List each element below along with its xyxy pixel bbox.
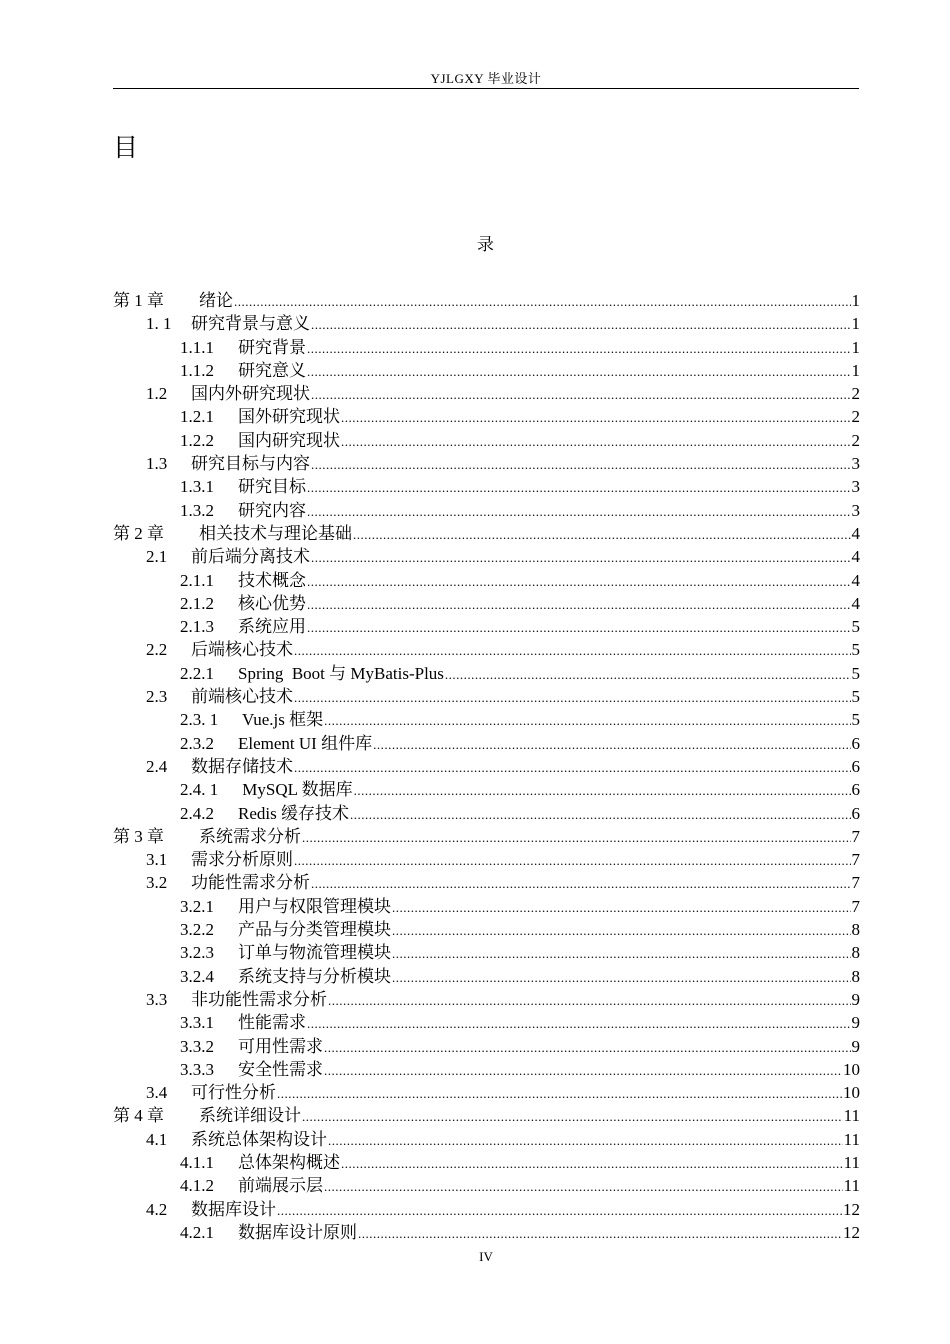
toc-entry-title: 系统详细设计 (199, 1106, 301, 1126)
toc-dot-leader (328, 989, 851, 1012)
toc-entry-label (180, 1011, 306, 1034)
toc-entry-page: 9 (851, 989, 860, 1009)
toc-entry-label (113, 1104, 301, 1127)
toc-entry-title: 前端展示层 (238, 1176, 323, 1196)
toc-dot-leader (307, 360, 851, 383)
toc-title-second-char: 录 (477, 235, 494, 254)
toc-entry-number: 2.4. 1 (180, 780, 219, 800)
toc-entry-page: 11 (843, 1176, 860, 1196)
toc-dot-leader (354, 779, 851, 802)
toc-section-entry[interactable] (113, 545, 860, 568)
toc-dot-leader (324, 1175, 843, 1198)
toc-subsection-entry[interactable] (113, 918, 860, 941)
toc-entry-number: 3.3 (146, 989, 168, 1009)
toc-entry-label (180, 708, 323, 731)
toc-entry-label (180, 1035, 323, 1058)
toc-entry-title: 核心优势 (238, 593, 306, 613)
toc-entry-number: 4.1.2 (180, 1176, 214, 1196)
toc-dot-leader (307, 616, 851, 639)
toc-entry-label (146, 638, 293, 661)
toc-entry-label (180, 1058, 323, 1081)
toc-entry-label (180, 429, 340, 452)
toc-entry-number: 1.1.1 (180, 337, 214, 357)
toc-entry-number: 3.2.4 (180, 966, 214, 986)
toc-dot-leader (353, 523, 851, 546)
toc-entry-number: 1.1.2 (180, 360, 214, 380)
toc-entry-page: 9 (851, 1036, 860, 1056)
toc-entry-title: 系统总体架构设计 (191, 1129, 327, 1149)
toc-entry-number: 3.3.2 (180, 1036, 214, 1056)
toc-entry-page: 8 (851, 920, 860, 940)
toc-entry-page: 7 (851, 896, 860, 916)
toc-dot-leader (302, 1105, 843, 1128)
toc-entry-page: 10 (843, 1083, 860, 1103)
toc-entry-label (180, 1151, 340, 1174)
toc-subsection-entry[interactable] (113, 895, 860, 918)
toc-entry-title: 国外研究现状 (238, 407, 340, 427)
toc-entry-page: 4 (851, 547, 860, 567)
toc-chapter-entry[interactable] (113, 1104, 860, 1127)
toc-entry-label (113, 825, 301, 848)
toc-entry-page: 7 (851, 873, 860, 893)
toc-dot-leader (311, 383, 851, 406)
toc-section-entry[interactable] (113, 452, 860, 475)
toc-entry-title: 系统需求分析 (199, 826, 301, 846)
toc-entry-title: 系统应用 (238, 617, 306, 637)
toc-entry-label (146, 452, 310, 475)
toc-entry-label (113, 289, 233, 312)
toc-entry-page: 4 (851, 523, 860, 543)
toc-entry-title: 后端核心技术 (191, 640, 293, 660)
toc-dot-leader (373, 733, 850, 756)
toc-entry-number: 1.2.1 (180, 407, 214, 427)
toc-entry-number: 1.3.2 (180, 500, 214, 520)
toc-chapter-entry[interactable] (113, 289, 860, 312)
toc-entry-page: 11 (843, 1106, 860, 1126)
toc-entry-number: 3.1 (146, 850, 168, 870)
toc-entry-title: 数据存储技术 (191, 756, 293, 776)
toc-entry-page: 5 (851, 687, 860, 707)
toc-dot-leader (307, 500, 851, 523)
toc-section-entry[interactable] (113, 382, 860, 405)
toc-dot-leader (294, 686, 851, 709)
toc-entry-label (180, 615, 306, 638)
toc-subsection-entry[interactable] (113, 429, 860, 452)
toc-subsection-entry[interactable] (113, 1058, 860, 1081)
toc-entry-number: 2.2.1 (180, 663, 214, 683)
toc-dot-leader (307, 337, 851, 360)
toc-entry-title: 总体架构概述 (238, 1152, 340, 1172)
toc-entry-title: 数据库设计原则 (238, 1222, 357, 1242)
toc-subsection-entry[interactable] (113, 1221, 860, 1244)
toc-entry-label (180, 336, 306, 359)
toc-entry-label (146, 871, 310, 894)
toc-entry-number: 第 3 章 (113, 826, 164, 846)
toc-entry-label (146, 312, 310, 335)
toc-section-entry[interactable] (113, 312, 860, 335)
toc-entry-number: 第 1 章 (113, 291, 164, 310)
toc-dot-leader (294, 756, 851, 779)
toc-entry-number: 2.4.2 (180, 803, 214, 823)
toc-entry-title: 安全性需求 (238, 1059, 323, 1079)
toc-entry-title: 研究目标 (238, 477, 306, 497)
toc-entry-number: 2.1 (146, 547, 168, 567)
toc-entry-title: 研究背景 (238, 337, 306, 357)
toc-dot-leader (350, 803, 851, 826)
toc-entry-page: 8 (851, 966, 860, 986)
toc-entry-number: 4.1.1 (180, 1152, 214, 1172)
toc-subsection-entry[interactable] (113, 405, 860, 428)
toc-entry-title: 订单与物流管理模块 (238, 943, 391, 963)
toc-entry-label (180, 1221, 357, 1244)
toc-entry-page: 3 (851, 500, 860, 520)
toc-entry-page: 5 (851, 710, 860, 730)
toc-entry-number: 2.1.3 (180, 617, 214, 637)
toc-entry-label (113, 522, 352, 545)
toc-entry-label (180, 918, 391, 941)
toc-entry-number: 3.2 (146, 873, 168, 893)
toc-entry-number: 4.1 (146, 1129, 168, 1149)
toc-entry-title: 功能性需求分析 (191, 873, 310, 893)
toc-entry-page: 12 (843, 1199, 860, 1219)
toc-entry-number: 第 2 章 (113, 523, 164, 543)
toc-entry-label (180, 802, 349, 825)
toc-entry-number: 2.4 (146, 756, 168, 776)
toc-entry-label (146, 1198, 276, 1221)
toc-entry-title: Vue.js 框架 (238, 710, 324, 730)
toc-chapter-entry[interactable] (113, 522, 860, 545)
toc-title-first-char: 目 (113, 135, 139, 162)
toc-chapter-entry[interactable] (113, 825, 860, 848)
toc-subsection-entry[interactable] (113, 336, 860, 359)
toc-entry-page: 8 (851, 943, 860, 963)
toc-subsection-entry[interactable] (113, 1035, 860, 1058)
toc-entry-label (146, 382, 310, 405)
toc-entry-label (180, 732, 372, 755)
toc-dot-leader (392, 896, 851, 919)
toc-subsection-entry[interactable] (113, 475, 860, 498)
toc-entry-label (180, 662, 444, 685)
table-of-contents (113, 289, 860, 1244)
toc-dot-leader (294, 639, 851, 662)
toc-entry-page: 3 (851, 454, 860, 474)
toc-subsection-entry[interactable] (113, 732, 860, 755)
toc-entry-page: 2 (851, 430, 860, 450)
toc-entry-page: 2 (851, 384, 860, 404)
toc-dot-leader (307, 593, 851, 616)
toc-entry-title: 研究内容 (238, 500, 306, 520)
toc-dot-leader (392, 942, 851, 965)
toc-section-entry[interactable] (113, 848, 860, 871)
toc-entry-label (180, 941, 391, 964)
toc-entry-title: 前端核心技术 (191, 687, 293, 707)
toc-entry-number: 2.1.1 (180, 570, 214, 590)
toc-entry-label (146, 848, 293, 871)
toc-entry-label (180, 475, 306, 498)
toc-entry-title: Redis 缓存技术 (238, 803, 349, 823)
toc-dot-leader (311, 872, 851, 895)
toc-dot-leader (392, 966, 851, 989)
toc-entry-title: 相关技术与理论基础 (199, 523, 352, 543)
toc-entry-number: 4.2 (146, 1199, 168, 1219)
toc-subsection-entry[interactable] (113, 662, 860, 685)
toc-dot-leader (277, 1199, 842, 1222)
toc-dot-leader (324, 709, 850, 732)
toc-entry-label (146, 685, 293, 708)
toc-entry-title: Element UI 组件库 (238, 733, 373, 753)
toc-subsection-entry[interactable] (113, 1151, 860, 1174)
toc-entry-label (180, 895, 391, 918)
toc-section-entry[interactable] (113, 638, 860, 661)
toc-dot-leader (341, 430, 851, 453)
toc-entry-number: 4.2.1 (180, 1222, 214, 1242)
toc-entry-number: 2.3.2 (180, 733, 214, 753)
toc-entry-page: 11 (843, 1129, 860, 1149)
toc-section-entry[interactable] (113, 871, 860, 894)
toc-entry-page: 6 (851, 780, 860, 800)
toc-dot-leader (311, 546, 851, 569)
toc-entry-title: 非功能性需求分析 (191, 989, 327, 1009)
toc-entry-page: 4 (851, 593, 860, 613)
toc-entry-page: 1 (851, 360, 860, 380)
toc-dot-leader (358, 1222, 842, 1245)
toc-entry-label (146, 1128, 327, 1151)
toc-dot-leader (302, 826, 851, 849)
toc-entry-label (180, 965, 391, 988)
toc-entry-title: 技术概念 (238, 570, 306, 590)
toc-subsection-entry[interactable] (113, 778, 860, 801)
toc-entry-number: 2.2 (146, 640, 168, 660)
toc-section-entry[interactable] (113, 1081, 860, 1104)
toc-dot-leader (341, 406, 851, 429)
toc-entry-title: MySQL 数据库 (238, 780, 353, 800)
toc-entry-title: 国内研究现状 (238, 430, 340, 450)
toc-entry-title: 前后端分离技术 (191, 547, 310, 567)
toc-entry-title: 可行性分析 (191, 1083, 276, 1103)
toc-subsection-entry[interactable] (113, 708, 860, 731)
toc-entry-label (146, 755, 293, 778)
toc-dot-leader (311, 453, 851, 476)
toc-dot-leader (234, 290, 851, 313)
toc-entry-page: 5 (851, 617, 860, 637)
toc-entry-number: 3.3.3 (180, 1059, 214, 1079)
toc-entry-page: 12 (843, 1222, 860, 1242)
toc-section-entry[interactable] (113, 1128, 860, 1151)
toc-entry-number: 1.2.2 (180, 430, 214, 450)
page-header: YJLGXY 毕业设计 (430, 71, 542, 86)
toc-entry-title: 研究意义 (238, 360, 306, 380)
toc-entry-page: 5 (851, 663, 860, 683)
toc-entry-number: 2.1.2 (180, 593, 214, 613)
toc-entry-number: 2.3. 1 (180, 710, 219, 730)
header-rule (113, 88, 859, 89)
toc-entry-page: 9 (851, 1013, 860, 1033)
toc-entry-title: 数据库设计 (191, 1199, 276, 1219)
toc-entry-page: 6 (851, 756, 860, 776)
toc-entry-page: 11 (843, 1152, 860, 1172)
toc-entry-number: 3.2.2 (180, 920, 214, 940)
toc-dot-leader (445, 663, 851, 686)
toc-entry-title: 绪论 (199, 291, 233, 310)
toc-entry-label (180, 778, 353, 801)
toc-entry-page: 1 (851, 314, 860, 334)
toc-dot-leader (328, 1129, 843, 1152)
toc-entry-number: 1.2 (146, 384, 168, 404)
toc-dot-leader (341, 1152, 843, 1175)
toc-entry-number: 1.3 (146, 454, 168, 474)
toc-entry-number: 3.2.3 (180, 943, 214, 963)
toc-dot-leader (294, 849, 851, 872)
toc-entry-page: 7 (851, 826, 860, 846)
toc-entry-label (146, 1081, 276, 1104)
toc-entry-title: 性能需求 (238, 1013, 306, 1033)
toc-entry-label (146, 545, 310, 568)
toc-entry-number: 1. 1 (146, 314, 172, 334)
toc-subsection-entry[interactable] (113, 965, 860, 988)
toc-subsection-entry[interactable] (113, 941, 860, 964)
toc-entry-page: 1 (851, 291, 860, 310)
toc-entry-number: 1.3.1 (180, 477, 214, 497)
toc-subsection-entry[interactable] (113, 1174, 860, 1197)
toc-entry-page: 7 (851, 850, 860, 870)
toc-entry-title: 可用性需求 (238, 1036, 323, 1056)
toc-dot-leader (307, 570, 851, 593)
toc-entry-page: 6 (851, 733, 860, 753)
toc-entry-number: 第 4 章 (113, 1106, 164, 1126)
toc-entry-page: 10 (843, 1059, 860, 1079)
toc-entry-page: 2 (851, 407, 860, 427)
toc-subsection-entry[interactable] (113, 359, 860, 382)
toc-entry-label (180, 359, 306, 382)
toc-entry-title: 产品与分类管理模块 (238, 920, 391, 940)
toc-subsection-entry[interactable] (113, 1011, 860, 1034)
toc-entry-label (180, 499, 306, 522)
toc-section-entry[interactable] (113, 755, 860, 778)
toc-entry-number: 3.2.1 (180, 896, 214, 916)
toc-dot-leader (392, 919, 851, 942)
toc-entry-title: Spring Boot 与 MyBatis-Plus (238, 663, 444, 683)
toc-entry-title: 国内外研究现状 (191, 384, 310, 404)
toc-subsection-entry[interactable] (113, 802, 860, 825)
toc-dot-leader (307, 1012, 851, 1035)
toc-section-entry[interactable] (113, 1198, 860, 1221)
toc-entry-label (146, 988, 327, 1011)
toc-entry-page: 3 (851, 477, 860, 497)
toc-section-entry[interactable] (113, 988, 860, 1011)
toc-dot-leader (324, 1059, 842, 1082)
toc-entry-label (180, 592, 306, 615)
toc-entry-title: 需求分析原则 (191, 850, 293, 870)
toc-entry-page: 1 (851, 337, 860, 357)
toc-entry-page: 5 (851, 640, 860, 660)
page-number: IV (479, 1249, 493, 1264)
toc-subsection-entry[interactable] (113, 615, 860, 638)
toc-entry-page: 6 (851, 803, 860, 823)
toc-dot-leader (324, 1036, 851, 1059)
toc-dot-leader (277, 1082, 842, 1105)
toc-entry-number: 3.3.1 (180, 1013, 214, 1033)
toc-subsection-entry[interactable] (113, 592, 860, 615)
toc-section-entry[interactable] (113, 685, 860, 708)
toc-entry-title: 研究背景与意义 (191, 314, 310, 334)
toc-entry-label (180, 405, 340, 428)
toc-entry-page: 4 (851, 570, 860, 590)
toc-entry-label (180, 1174, 323, 1197)
toc-entry-number: 2.3 (146, 687, 168, 707)
toc-subsection-entry[interactable] (113, 499, 860, 522)
toc-entry-title: 研究目标与内容 (191, 454, 310, 474)
toc-entry-title: 用户与权限管理模块 (238, 896, 391, 916)
toc-dot-leader (311, 313, 851, 336)
toc-entry-title: 系统支持与分析模块 (238, 966, 391, 986)
toc-dot-leader (307, 476, 851, 499)
toc-subsection-entry[interactable] (113, 569, 860, 592)
toc-entry-number: 3.4 (146, 1083, 168, 1103)
toc-entry-label (180, 569, 306, 592)
